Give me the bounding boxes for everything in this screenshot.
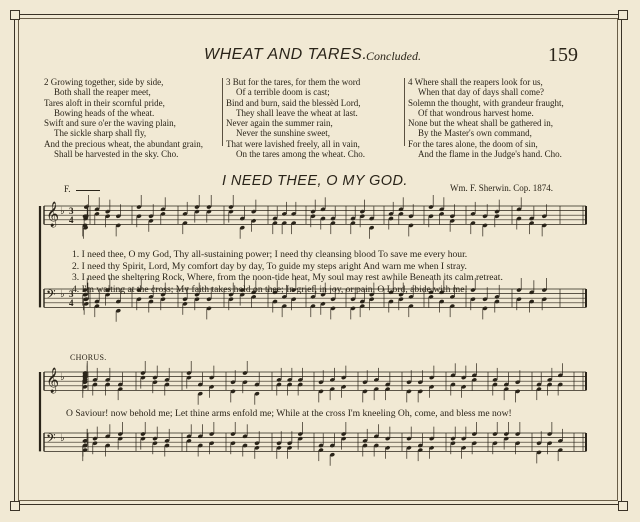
verse-line: Never again the summer rain, — [226, 118, 333, 129]
lyric-line-4: 4. I'm waiting at the cross; My faith takes hold on thee; In grief, in joy, or pain, O Lord, abide with me! — [72, 283, 468, 295]
time-signature-bottom: 4 — [69, 215, 74, 225]
hymn-subtitle: Concluded. — [366, 49, 421, 63]
chorus-lyrics: O Saviour! now behold me; Let thine arms enfold me; While at the cross I'm kneeling Oh, come, and bless me now! — [66, 408, 512, 419]
verse-line: Shall be harvested in the sky. Cho. — [54, 149, 179, 160]
verse-line: Both shall the reaper meet, — [54, 87, 151, 98]
key-label: F. — [64, 184, 71, 194]
verse-line: For the tares alone, the doom of sin, — [408, 138, 538, 149]
verse-line: When that day of days shall come? — [418, 87, 544, 98]
time-signature-bottom: 4 — [69, 298, 74, 308]
verse-line: By the Master's own command, — [418, 128, 532, 139]
verse-line: Tares aloft in their scornful pride, — [44, 97, 165, 108]
verse-line: Solemn the thought, with grandeur fraught, — [408, 97, 564, 108]
verse-line: 3 But for the tares, for them the word — [226, 77, 361, 87]
composer-credit: Wm. F. Sherwin. Cop. 1874. — [450, 183, 554, 193]
verse-line: The sickle sharp shall fly, — [54, 128, 147, 139]
treble-clef-icon: 𝄞 — [46, 368, 60, 393]
verse-line: On the tares among the wheat. Cho. — [236, 149, 365, 160]
verse-line: None but the wheat shall be gathered in, — [408, 118, 553, 129]
note-heads — [82, 195, 563, 466]
page-number: 159 — [548, 44, 578, 66]
flat-icon: ♭ — [60, 433, 65, 444]
hymn-title-previous: WHEAT AND TARES. — [204, 46, 368, 63]
bass-clef-icon: 𝄢 — [46, 287, 56, 305]
verse-line: Of a terrible doom is cast; — [236, 87, 330, 98]
flat-icon: ♭ — [60, 206, 65, 217]
bass-clef-icon: 𝄢 — [46, 431, 56, 449]
verse-line: 2 Growing together, side by side, — [44, 77, 164, 87]
verse-line: And the precious wheat, the abundant grain, — [44, 138, 203, 149]
verse-lyrics — [72, 249, 503, 295]
verse-line: Swift and sure o'er the waving plain, — [44, 118, 176, 129]
verse-line: Never the sunshine sweet, — [236, 128, 330, 139]
flat-icon: ♭ — [60, 289, 65, 300]
time-signature-top: 3 — [69, 289, 74, 299]
verse-line: They shall leave the wheat at last. — [236, 107, 358, 118]
lyric-line-3: 3. I need the sheltering Rock, Where, from the noon-tide heat, My soul may rest awhile Beneath its calm retreat. — [72, 272, 503, 284]
chorus-label: CHORUS. — [70, 353, 107, 362]
verse-line: Bowing heads of the wheat. — [54, 107, 155, 118]
verse-line: Of that wondrous harvest home. — [418, 107, 534, 118]
flat-icon: ♭ — [60, 372, 65, 383]
verse-line: 4 Where shall the reapers look for us, — [408, 77, 543, 87]
verse-line: Bind and burn, said the blessèd Lord, — [226, 97, 361, 108]
verse-line: And the flame in the Judge's hand. Cho. — [418, 149, 562, 160]
treble-clef-icon: 𝄞 — [46, 202, 60, 227]
verse-line: That were lavished freely, all in vain, — [226, 138, 360, 149]
time-signature-top: 3 — [69, 206, 74, 216]
lyric-line-1: 1. I need thee, O my God, Thy all-sustaining power; I need thy cleansing blood To save me every hour. — [72, 249, 468, 260]
hymn-title: I NEED THEE, O MY GOD. — [222, 173, 408, 189]
lyric-line-2: 2. I need thy Spirit, Lord, My comfort day by day, To guide my steps aright And warn me when I stray. — [72, 260, 467, 272]
